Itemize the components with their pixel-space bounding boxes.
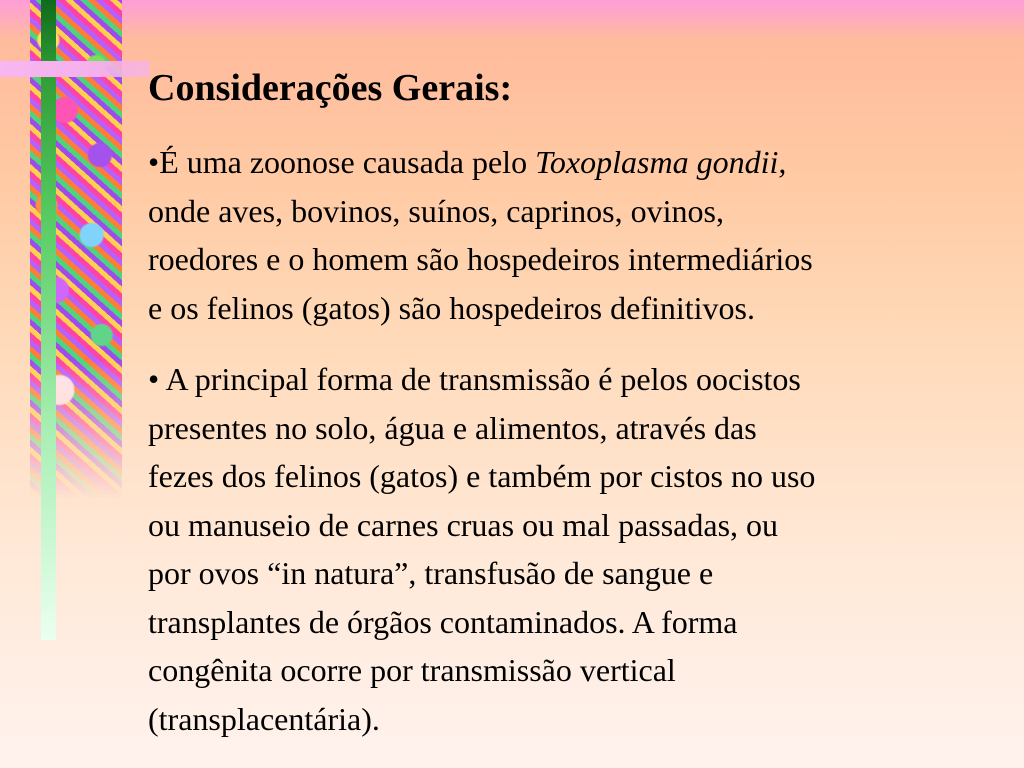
bullet-1-line-2: onde aves, bovinos, suínos, caprinos, ovinos, xyxy=(148,192,724,229)
bullet-2-line-8: (transplacentária). xyxy=(148,700,380,737)
bullet-1-line-4: e os felinos (gatos) são hospedeiros definitivos. xyxy=(148,289,755,326)
bullet-2-line-5: por ovos “in natura”, transfusão de sangue e xyxy=(148,555,714,591)
bullet-2-line-6: transplantes de órgãos contaminados. A forma xyxy=(148,603,738,640)
bullet-2-line-7: congênita ocorre por transmissão vertical xyxy=(148,652,676,688)
bullet-paragraph-1 xyxy=(148,138,988,332)
slide-title: Considerações Gerais: xyxy=(148,67,513,109)
bullet-paragraph-2 xyxy=(148,355,988,743)
decorative-vertical-bar xyxy=(41,0,56,640)
bullet-2-line-4: ou manuseio de carnes cruas ou mal passadas, ou xyxy=(148,506,779,543)
bullet-marker: • xyxy=(148,361,160,397)
slide-content xyxy=(148,67,988,737)
bullet-1-line-3: roedores e o homem são hospedeiros intermediários xyxy=(148,241,813,277)
bullet-2-line-2: presentes no solo, água e alimentos, através das xyxy=(148,409,757,446)
species-name: Toxoplasma gondii, xyxy=(535,144,787,180)
bullet-2-line-3: fezes dos felinos (gatos) e também por cistos no uso xyxy=(148,458,816,494)
bullet-1-line-1-prefix: É uma zoonose causada pelo xyxy=(159,144,536,180)
bullet-2-line-1: A principal forma de transmissão é pelos oocistos xyxy=(159,361,801,397)
decorative-horizontal-bar xyxy=(0,61,150,77)
bullet-marker: • xyxy=(148,144,160,180)
